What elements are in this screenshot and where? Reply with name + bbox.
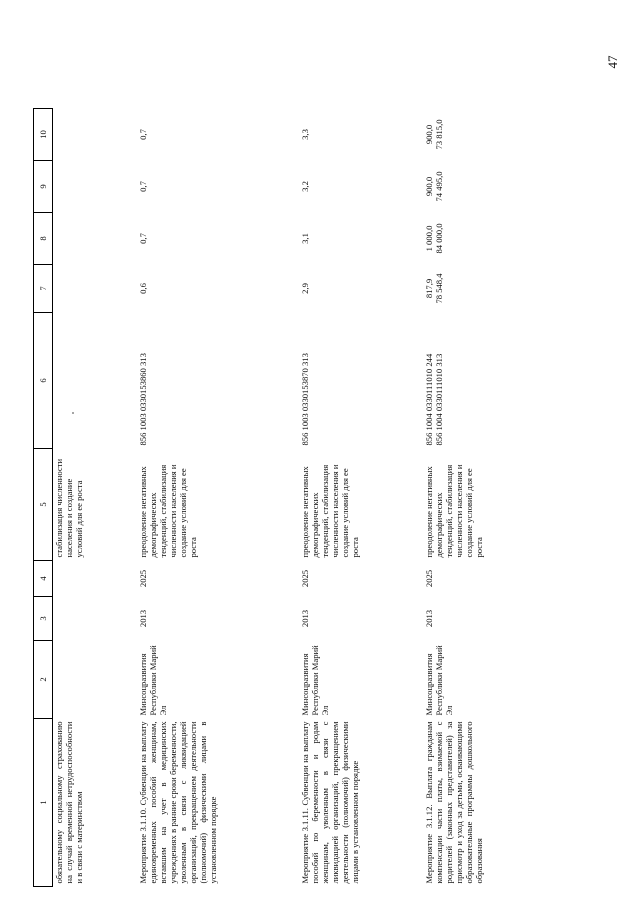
col-header-3: 3	[34, 597, 53, 641]
measure-cell: Мероприятие 3.1.12. Выплата гражданам компенсации части платы, взимаемой с родителей (законных представителей) за присмотр и уход за детьми, осваивающими образовательные программы дошкольного образования	[423, 721, 484, 884]
table-row	[423, 109, 533, 887]
value-cell-9: 900,0 74 495,0	[423, 171, 444, 202]
table-row	[299, 109, 423, 887]
col-header-8: 8	[34, 213, 53, 265]
col-header-10: 10	[34, 109, 53, 161]
col-header-4: 4	[34, 561, 53, 597]
end-year-cell: 2025	[137, 569, 148, 588]
budget-table	[33, 108, 533, 887]
end-year-cell: 2025	[423, 569, 434, 588]
value-cell-7	[53, 265, 137, 313]
executor-cell: Минсоцразвития Республики Марий Эл	[137, 645, 168, 716]
end-year-cell	[53, 561, 137, 597]
executor-cell	[53, 641, 137, 719]
table-row	[53, 109, 137, 887]
value-cell-10: 3,3	[299, 129, 310, 140]
value-cell-8: 1 000,0 84 000,0	[423, 223, 444, 254]
value-cell-8: 3,1	[299, 233, 310, 244]
start-year-cell: 2013	[137, 609, 148, 628]
page-number: 47	[605, 55, 620, 69]
executor-cell: Минсоцразвития Республики Марий Эл	[299, 645, 330, 716]
value-cell-10: 0,7	[137, 129, 148, 140]
budget-code-cell	[53, 313, 137, 449]
result-cell: преодоление негативных демографических тенденций, стабилизация численности населения и создание условий для ее роста	[423, 464, 484, 558]
table-row	[137, 109, 299, 887]
value-cell-9: 0,7	[137, 181, 148, 192]
value-cell-7: 817,9 78 548,4	[423, 273, 444, 304]
header-row	[34, 109, 53, 887]
budget-code-cell: 856 1003 0330153860 313	[137, 353, 148, 446]
value-cell-9	[53, 161, 137, 213]
measure-cell: обязательному социальному страхованию на случай временной нетрудоспособности и в связи с материнством	[54, 721, 84, 884]
col-header-7: 7	[34, 265, 53, 313]
result-cell: стабилизация численности населения и создание условий для ее роста	[54, 458, 84, 558]
value-cell-10: 900,0 73 815,0	[423, 119, 444, 150]
value-cell-8	[53, 213, 137, 265]
end-year-cell: 2025	[299, 569, 310, 588]
value-cell-10	[53, 109, 137, 161]
result-cell: преодоление негативных демографических тенденций, стабилизация численности населения и создание условий для ее роста	[299, 464, 360, 558]
result-cell: преодоление негативных демографических тенденций, стабилизация численности населения и создание условий для ее роста	[137, 464, 198, 558]
executor-cell: Минсоцразвития Республики Марий Эл	[423, 645, 454, 716]
value-cell-8: 0,7	[137, 233, 148, 244]
start-year-cell: 2013	[423, 609, 434, 628]
col-header-6: 6	[34, 313, 53, 449]
start-year-cell	[53, 597, 137, 641]
col-header-5: 5	[34, 449, 53, 561]
value-cell-7: 0,6	[137, 283, 148, 294]
value-cell-7: 2,9	[299, 283, 310, 294]
budget-code-cell: 856 1003 0330153870 313	[299, 353, 310, 446]
measure-cell: Мероприятие 3.1.10. Субвенции на выплату единовременных пособий женщинам, вставшим на учет в медицинских учреждениях в ранние сроки беременности, уволенным в связи с ликвидацией организаций, прекращением деятельности (полномочий) физическими лицами в установленном порядке	[137, 721, 218, 884]
value-cell-9: 3,2	[299, 181, 310, 192]
budget-code-cell: 856 1004 0330111010 244 856 1004 0330111010 313	[423, 353, 444, 446]
col-header-2: 2	[34, 641, 53, 719]
col-header-1: 1	[34, 719, 53, 887]
start-year-cell: 2013	[299, 609, 310, 628]
measure-cell: Мероприятие 3.1.11. Субвенции на выплату пособий по беременности и родам женщинам, уволенным в связи с ликвидацией организаций, прекращением деятельности (полномочий) физическими лицами в установленном порядке	[299, 721, 360, 884]
col-header-9: 9	[34, 161, 53, 213]
